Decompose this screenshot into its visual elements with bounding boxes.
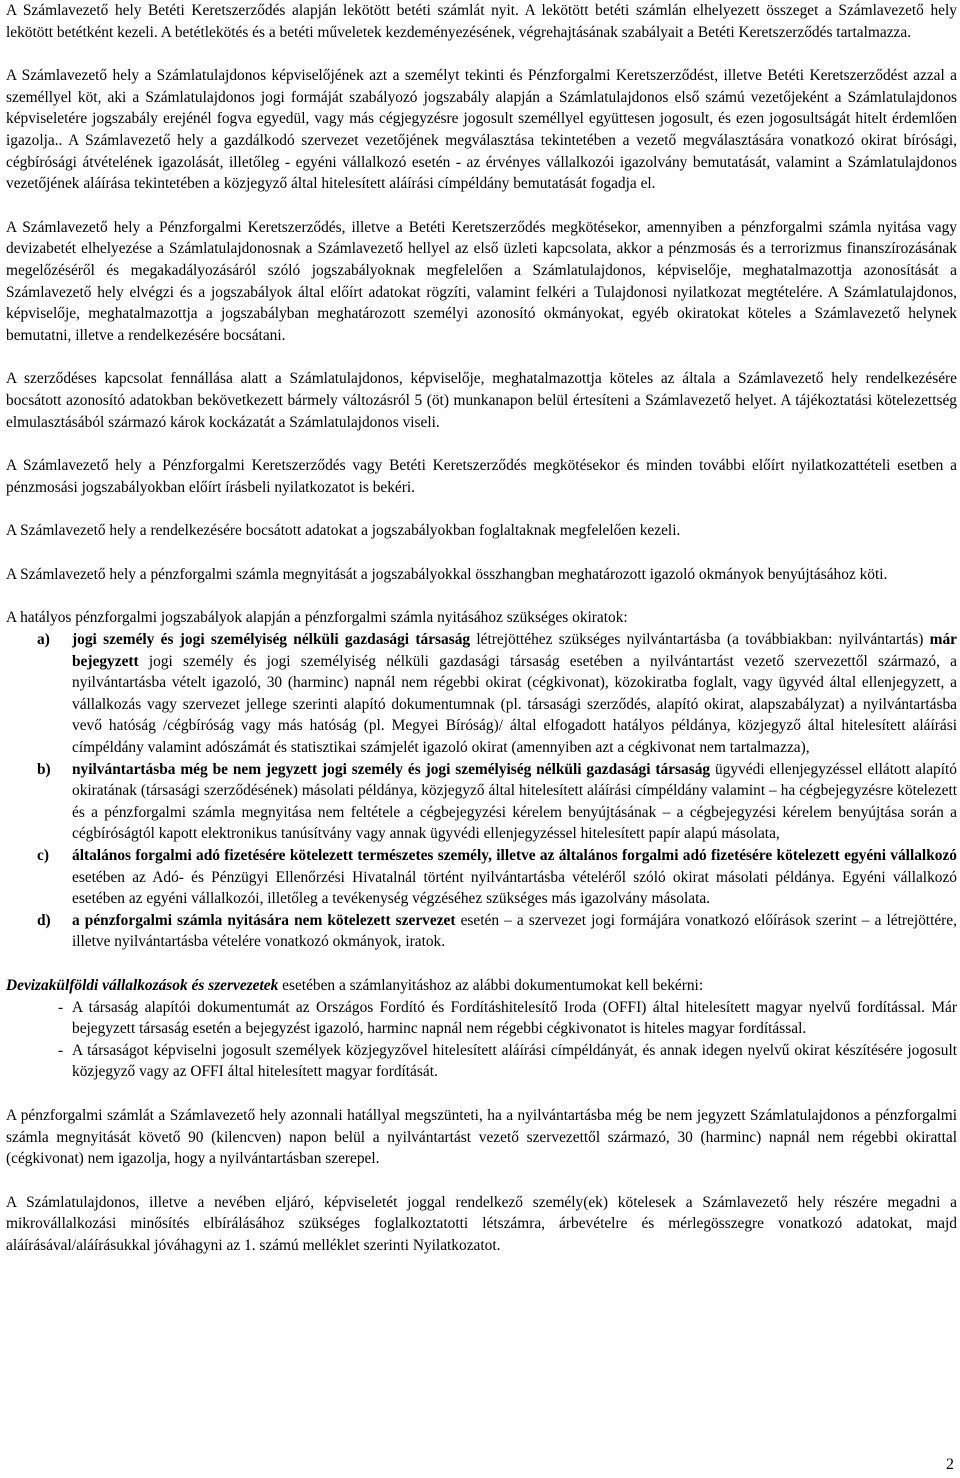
data-handling-paragraph: A Számlavezető hely a rendelkezésére bocsátott adatokat a jogszabályokban foglaltaknak megfelelően kezeli. bbox=[6, 522, 681, 540]
page-number: 2 bbox=[946, 1456, 954, 1474]
list-item bbox=[6, 845, 957, 910]
foreign-entities-text: esetében a számlanyitáshoz az alábbi dokumentumokat kell bekérni: bbox=[278, 976, 704, 994]
foreign-entities-paragraph bbox=[6, 975, 957, 997]
list-item bbox=[6, 629, 957, 759]
list-item bbox=[6, 1040, 957, 1083]
dash-marker: - bbox=[58, 998, 64, 1016]
list-marker: a) bbox=[37, 631, 50, 649]
item-text: esetében az Adó- és Pénzügyi Ellenőrzési Hivatalnál történt nyilvántartásba vételéről szóló okirat másolati példánya. Egyéni vállalkozó esetében az egyéni vállalkozói, illetőleg a tevékenység végzéséhez szükséges más igazolvány másolata. bbox=[72, 868, 957, 908]
item-bold-text: jogi személy és jogi személyiség nélküli gazdasági társaság bbox=[72, 631, 471, 649]
intro-paragraph: A Számlavezető hely Betéti Keretszerződés alapján lekötött betéti számlát nyit. A lekötött betéti számlán elhelyezett összeget a Számlavezető hely lekötött betétként kezeli. A betétlekötés és a betéti műveletek kezdeményezésének, végrehajtásának szabályait a Betéti Keretszerződés tartalmazza. bbox=[6, 2, 957, 41]
item-text: jogi személy és jogi személyiség nélküli gazdasági társaság esetében a nyilvántartást vezető szervezettől származó, a nyilvántartásba vételt igazoló, 30 (harminc) napnál nem régebbi okirat (cégkivonat), közokiratba foglalt, vagy ügyvéd által ellenjegyzett, a vállalkozás vagy szervezet jellege szerinti alapító dokumentumnak (pl. társasági szerződés, alapító okirat, alapszabályzat) a nyilvántartásba vevő hatóság /cégbíróság vagy más hatóság (pl. Megyei Bíróság)/ által elfogadott hatályos példánya, közjegyző által hitelesített aláírási címpéldány valamint adószámát és statisztikai számjelét igazoló okirat (amennyiben azt a cégkivonat nem tartalmazza), bbox=[72, 652, 957, 757]
foreign-entities-emphasis: Devizakülföldi vállalkozások és szervezetek bbox=[6, 976, 279, 994]
list-item bbox=[6, 910, 957, 953]
item-text: ügyvédi ellenjegyzéssel ellátott alapító okiratának (társasági szerződésének) másolati példánya, közjegyző által hitelesített aláírási címpéldány valamint – ha cégbejegyzésre kötelezett és a pénzforgalmi számla megnyitása nem feltétele a cégbejegyzési kérelem benyújtásának – a cégbejegyzési kérelem benyújtása során a cégbíróságtól kapott elektronikus tanúsítvány vagy annak ügyvédi ellenjegyzéssel hitelesített papír alapú másolata, bbox=[72, 760, 958, 843]
item-bold-text: már bejegyzett bbox=[72, 631, 957, 670]
micro-enterprise-paragraph: A Számlatulajdonos, illetve a nevében eljáró, képviseletét joggal rendelkező személy(ek) kötelesek a Számlavezető hely részére megadni a mikrovállalkozási minősítés elbírálásához szükséges foglalkoztatotti létszámra, árbevételre és mérlegösszegre vonatkozó adatokat, majd aláírásával/aláírásukkal jóváhagyni az 1. számú melléklet szerinti Nyilatkozatot. bbox=[6, 1193, 957, 1254]
account-termination-paragraph: A pénzforgalmi számlát a Számlavezető hely azonnali hatállyal megszünteti, ha a nyilvántartásba még be nem jegyzett Számlatulajdonos a pénzforgalmi számla megnyitását követő 90 (kilencven) napon belül a nyilvántartást vezető szervezettől származó, 30 (harminc) napnál nem régebbi okirattal (cégkivonat) nem igazolja, hogy a nyilvántartásban szerepel. bbox=[6, 1106, 957, 1168]
list-item bbox=[6, 997, 957, 1040]
identification-paragraph: A Számlavezető hely a Pénzforgalmi Keretszerződés, illetve a Betéti Keretszerződés megkötésekor, amennyiben a pénzforgalmi számla nyitása vagy devizabetét elhelyezése a Számlatulajdonosnak a Számlavezető hellyel az első üzleti kapcsolata, akkor a pénzmosás és a terrorizmus finanszírozásának megelőzéséről és megakadályozásáról szóló jogszabályoknak megfelelően a Számlatulajdonos, képviselője, meghatalmazottja azonosítását a Számlavezető hely elvégzi és a jogszabályok által előírt adatokat rögzíti, valamint felkéri a Tulajdonosi nyilatkozat megtételére. A Számlatulajdonos, képviselője, meghatalmazottja a jogszabályban meghatározott személyi azonosító okmányokat, egyéb okiratokat köteles a Számlavezető helynek bemutatni, illetve a rendelkezésére bocsátani. bbox=[6, 218, 957, 344]
required-documents-heading: A hatályos pénzforgalmi jogszabályok alapján a pénzforgalmi számla nyitásához szükséges okiratok: bbox=[6, 609, 628, 627]
item-bold-text: a pénzforgalmi számla nyitására nem kötelezett szervezet bbox=[72, 911, 456, 929]
list-marker: d) bbox=[37, 911, 51, 929]
money-laundering-declaration-paragraph: A Számlavezető hely a Pénzforgalmi Keretszerződés vagy Betéti Keretszerződés megkötésekor és minden további előírt nyilatkozattételi esetben a pénzmosási jogszabályokban előírt írásbeli nyilatkozatot is bekéri. bbox=[6, 457, 957, 496]
required-documents-list bbox=[6, 629, 957, 953]
list-marker: b) bbox=[37, 760, 51, 778]
change-notification-paragraph: A szerződéses kapcsolat fennállása alatt a Számlatulajdonos, képviselője, meghatalmazottja köteles az általa a Számlavezető hely rendelkezésére bocsátott azonosító adatokban bekövetkezett bármely változásról 5 (öt) munkanapon belül értesíteni a Számlavezető helyet. A tájékoztatási kötelezettség elmulasztásából származó károk kockázatát a Számlatulajdonos viseli. bbox=[6, 370, 957, 431]
item-text: esetén – a szervezet jogi formájára vonatkozó előírások szerint – a létrejöttére, illetve nyilvántartásba vételére vonatkozó okmányok, iratok. bbox=[72, 911, 957, 951]
document-page bbox=[6, 0, 957, 1257]
dash-marker: - bbox=[58, 1041, 64, 1059]
list-item bbox=[6, 759, 957, 845]
documents-requirement-paragraph: A Számlavezető hely a pénzforgalmi számla megnyitását a jogszabályokkal összhangban meghatározott igazoló okmányok benyújtásához köti. bbox=[6, 565, 888, 583]
item-bold-text: általános forgalmi adó fizetésére kötelezett természetes személy, illetve az általános forgalmi adó fizetésére kötelezett egyéni vállalkozó bbox=[72, 847, 957, 864]
item-bold-text: nyilvántartásba még be nem jegyzett jogi személy és jogi személyiség nélküli gazdasági társaság bbox=[72, 760, 711, 778]
item-text: létrejöttéhez szükséges nyilvántartásba (a továbbiakban: nyilvántartás) bbox=[470, 631, 930, 649]
list-item-text: A társaság alapítói dokumentumát az Országos Fordító és Fordításhitelesítő Iroda (OFFI) által hitelesített magyar nyelvű fordítással. Már bejegyzett társaság esetén a bejegyzést igazoló, harminc napnál nem régebbi cégkivonatot is hiteles magyar fordítással. bbox=[72, 998, 957, 1038]
list-marker: c) bbox=[37, 847, 49, 864]
representative-paragraph: A Számlavezető hely a Számlatulajdonos képviselőjének azt a személyt tekinti és Pénzforgalmi Keretszerződést, illetve Betéti Keretszerződést azzal a személlyel köt, aki a Számlatulajdonos jogi formáját szabályozó jogszabály alapján a Számlatulajdonos első számú vezetőjeként a Számlatulajdonos képviseletére jogszabály erejénél fogva egyedül, vagy más cégjegyzésre jogosult személlyel együttesen jogosult, és ezen jogosultságát hitelt érdemlően igazolja.. A Számlavezető hely a gazdálkodó szervezet vezetőjének megválasztása tekintetében a vezető megválasztására vonatkozó okirat bírósági, cégbírósági átvételének igazolását, illetőleg - egyéni vállalkozó esetén - az érvényes vállalkozói igazolvány bemutatását, valamint a Számlatulajdonos vezetőjének aláírása tekintetében a közjegyző által hitelesített aláírási címpéldány bemutatását fogadja el. bbox=[6, 67, 957, 193]
foreign-documents-list bbox=[6, 997, 957, 1083]
list-item-text: A társaságot képviselni jogosult személyek közjegyzővel hitelesített aláírási címpéldányát, és annak idegen nyelvű okirat készítésére jogosult közjegyző vagy az OFFI által hitelesített magyar fordítását. bbox=[72, 1041, 957, 1081]
